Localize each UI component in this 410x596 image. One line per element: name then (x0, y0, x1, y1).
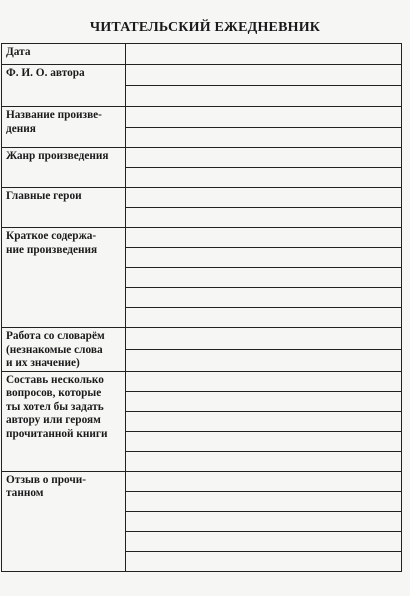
diary-row (2, 228, 402, 248)
section-label-text: Работа со словарём (незнакомые слова и их значение) (6, 330, 105, 369)
diary-row (2, 44, 402, 65)
entry-line[interactable] (126, 371, 402, 391)
page-title: ЧИТАТЕЛЬСКИЙ ЕЖЕДНЕВНИК (89, 20, 321, 35)
entry-line[interactable] (126, 491, 402, 511)
entry-line[interactable] (126, 228, 402, 248)
entry-line[interactable] (126, 248, 402, 268)
diary-row (2, 328, 402, 350)
entry-line[interactable] (126, 451, 402, 471)
diary-row (2, 188, 402, 208)
section-label-text: Ф. И. О. автора (6, 67, 85, 79)
entry-line[interactable] (126, 86, 402, 107)
entry-line[interactable] (126, 531, 402, 551)
entry-line[interactable] (126, 148, 402, 168)
section-label (2, 228, 126, 328)
section-label (2, 471, 126, 571)
diary-row (2, 148, 402, 168)
section-label (2, 148, 126, 188)
section-label-text: Краткое содержа- ние произведения (6, 230, 98, 256)
section-label (2, 107, 126, 148)
reading-diary-form (1, 43, 402, 572)
section-label-text: Жанр произведения (6, 150, 109, 162)
section-label (2, 371, 126, 471)
entry-line[interactable] (126, 411, 402, 431)
entry-line[interactable] (126, 44, 402, 65)
entry-line[interactable] (126, 268, 402, 288)
section-label (2, 44, 126, 65)
entry-line[interactable] (126, 431, 402, 451)
diary-row (2, 65, 402, 86)
entry-line[interactable] (126, 328, 402, 350)
section-label (2, 188, 126, 228)
section-label-text: Дата (6, 46, 31, 58)
entry-line[interactable] (126, 551, 402, 571)
diary-row (2, 107, 402, 128)
section-label-text: Отзыв о прочи- танном (6, 473, 87, 499)
section-label (2, 65, 126, 107)
entry-line[interactable] (126, 208, 402, 228)
section-label-text: Название произве- дения (6, 109, 102, 135)
entry-line[interactable] (126, 128, 402, 148)
entry-line[interactable] (126, 511, 402, 531)
entry-line[interactable] (126, 168, 402, 188)
entry-line[interactable] (126, 308, 402, 328)
diary-row (2, 371, 402, 391)
entry-line[interactable] (126, 471, 402, 491)
entry-line[interactable] (126, 288, 402, 308)
entry-line[interactable] (126, 65, 402, 86)
diary-table (1, 43, 402, 572)
entry-line[interactable] (126, 188, 402, 208)
entry-line[interactable] (126, 349, 402, 371)
diary-row (2, 471, 402, 491)
entry-line[interactable] (126, 391, 402, 411)
section-label (2, 328, 126, 372)
section-label-text: Составь несколько вопросов, которые ты хотел бы задать автору или героям прочитанной книги (6, 373, 108, 440)
section-label-text: Главные герои (6, 190, 82, 202)
entry-line[interactable] (126, 107, 402, 128)
